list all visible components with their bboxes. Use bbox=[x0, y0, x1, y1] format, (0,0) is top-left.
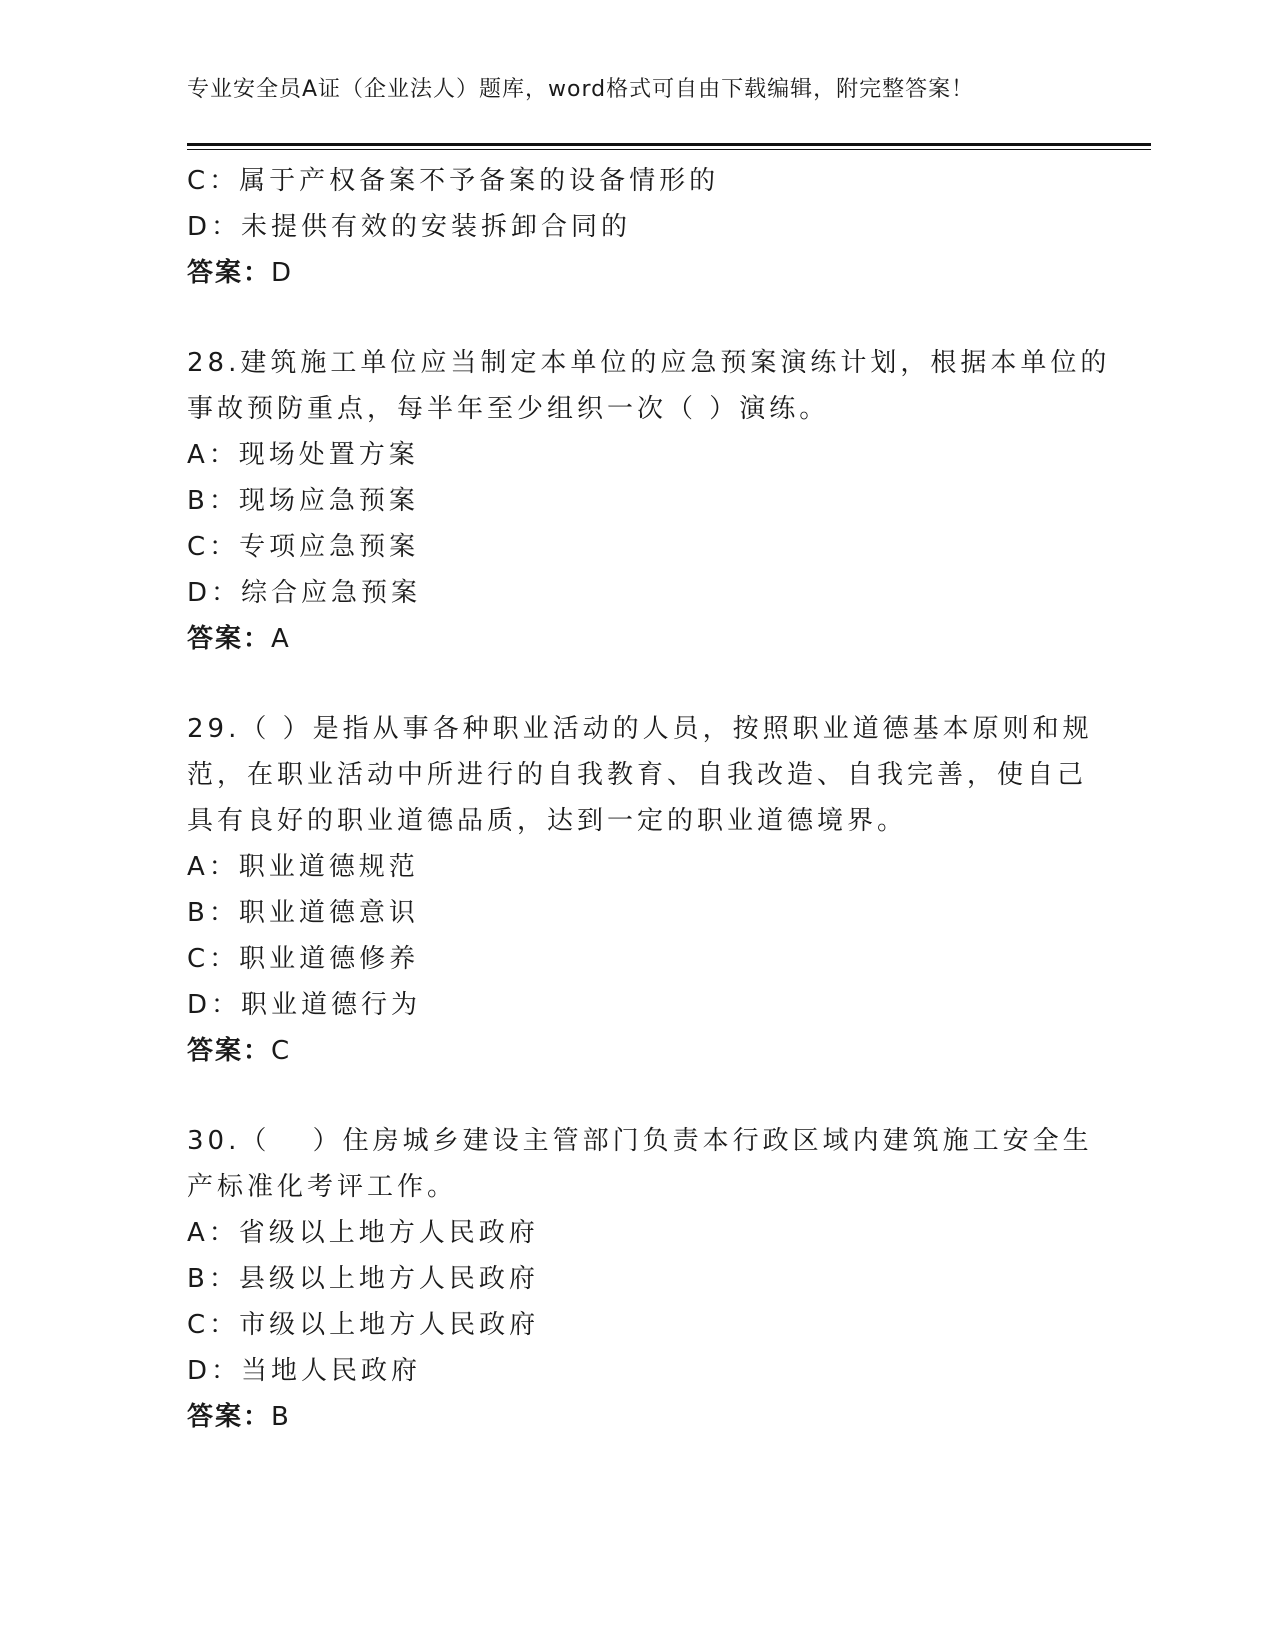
option-d: D：当地人民政府 bbox=[187, 1356, 422, 1386]
question-list bbox=[187, 158, 1111, 1440]
option-a: A：现场处置方案 bbox=[187, 440, 419, 470]
option-c: C：属于产权备案不予备案的设备情形的 bbox=[187, 166, 720, 196]
answer-label: 答案： bbox=[187, 1402, 272, 1432]
answer-line bbox=[187, 250, 1087, 296]
spacer bbox=[187, 662, 1087, 706]
option-c: C：市级以上地方人民政府 bbox=[187, 1310, 540, 1340]
answer-label: 答案： bbox=[187, 624, 272, 654]
question-30 bbox=[187, 1118, 1093, 1440]
option-c: C：专项应急预案 bbox=[187, 532, 420, 562]
spacer bbox=[187, 1074, 1087, 1118]
option-a: A：省级以上地方人民政府 bbox=[187, 1218, 539, 1248]
page-header: 专业安全员A证（企业法人）题库，word格式可自由下载编辑，附完整答案！ bbox=[187, 77, 975, 102]
option-d: D：综合应急预案 bbox=[187, 578, 422, 608]
question-stem-line: 具有良好的职业道德品质，达到一定的职业道德境界。 bbox=[187, 806, 908, 836]
question-stem-line: 产标准化考评工作。 bbox=[187, 1172, 458, 1202]
option-c: C：职业道德修养 bbox=[187, 944, 420, 974]
answer-line bbox=[187, 1394, 1087, 1440]
question-stem-line: 事故预防重点，每半年至少组织一次（ ）演练。 bbox=[187, 394, 830, 424]
answer-value: D bbox=[271, 258, 294, 288]
option-a: A：职业道德规范 bbox=[187, 852, 419, 882]
question-28 bbox=[187, 340, 1111, 662]
option-b: B：职业道德意识 bbox=[187, 898, 419, 928]
answer-label: 答案： bbox=[187, 258, 272, 288]
header-rule-thin bbox=[187, 149, 1151, 150]
answer-label: 答案： bbox=[187, 1036, 272, 1066]
spacer bbox=[187, 296, 1087, 340]
option-d: D：职业道德行为 bbox=[187, 990, 422, 1020]
question-29 bbox=[187, 706, 1093, 1074]
option-b: B：县级以上地方人民政府 bbox=[187, 1264, 539, 1294]
option-d: D：未提供有效的安装拆卸合同的 bbox=[187, 212, 632, 242]
answer-value: A bbox=[271, 624, 291, 654]
header-rule-thick bbox=[187, 143, 1151, 146]
question-stem-line: 28.建筑施工单位应当制定本单位的应急预案演练计划，根据本单位的 bbox=[187, 348, 1111, 378]
answer-line bbox=[187, 1028, 1087, 1074]
question-stem-line: 29.（ ）是指从事各种职业活动的人员，按照职业道德基本原则和规 bbox=[187, 714, 1093, 744]
question-stem-line: 范，在职业活动中所进行的自我教育、自我改造、自我完善，使自己 bbox=[187, 760, 1088, 790]
answer-line bbox=[187, 616, 1087, 662]
answer-value: C bbox=[271, 1036, 292, 1066]
option-b: B：现场应急预案 bbox=[187, 486, 419, 516]
question-stem-line: 30.（ ）住房城乡建设主管部门负责本行政区域内建筑施工安全生 bbox=[187, 1126, 1093, 1156]
question-27-continued bbox=[187, 158, 1087, 296]
answer-value: B bbox=[271, 1402, 291, 1432]
